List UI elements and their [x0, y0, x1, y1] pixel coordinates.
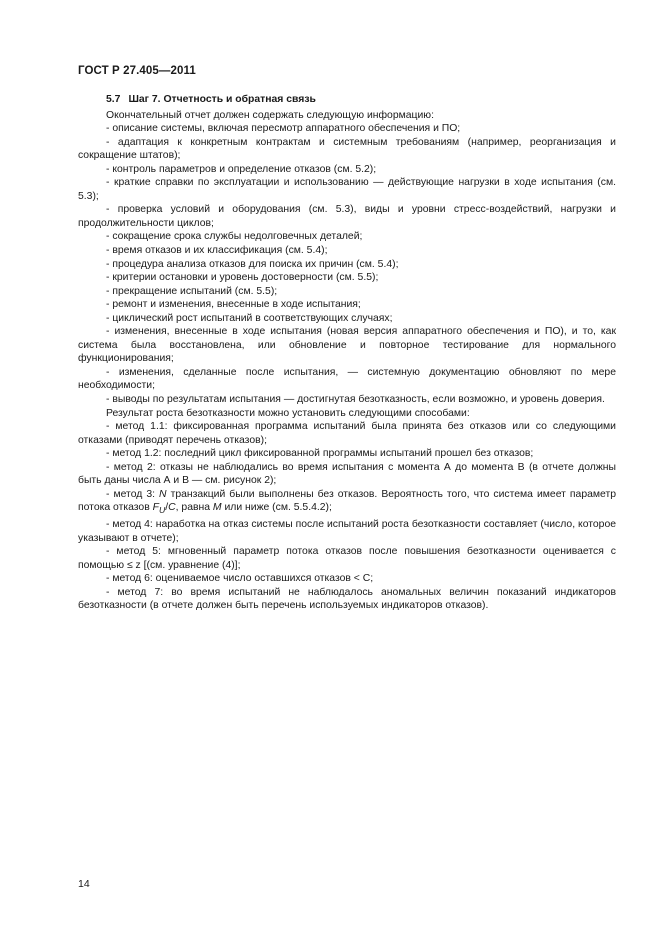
method3-text: транзакций были выполнены без отказов. Вероятность того, что система имеет параметр потока отказов — [78, 488, 616, 514]
section-number: 5.7 — [106, 94, 121, 105]
list-item: - ремонт и изменения, внесенные в ходе испытания; — [106, 299, 361, 311]
method-item: - метод 6: оцениваемое число оставшихся отказов < С; — [106, 573, 374, 585]
method-item: - метод 5: мгновенный параметр потока отказов после повышения безотказности оценивается с помощью ≤ z [(см. уравнение (4)]; — [78, 546, 616, 571]
method3-tail: или ниже (см. 5.5.4.2); — [221, 502, 332, 514]
method3-c-symbol: C — [168, 502, 176, 514]
list-item: - критерии остановки и уровень достоверности (см. 5.5); — [106, 272, 379, 284]
list-item: - контроль параметров и определение отказов (см. 5.2); — [106, 163, 377, 175]
method3-slash: / — [165, 502, 169, 514]
method-item: - метод 4: наработка на отказ системы после испытаний роста безотказности составляет (число, которое указывают в отчете); — [78, 519, 616, 544]
list-item: - прекращение испытаний (см. 5.5); — [106, 285, 278, 297]
list-item: - изменения, внесенные в ходе испытания (новая версия аппаратного обеспечения и ПО), и то, как система была восстановлена, или обновление и повторное тестирование для нормального функционирования; — [78, 326, 616, 365]
list-item: - сокращение срока службы недолговечных деталей; — [106, 231, 363, 243]
document-header: ГОСТ Р 27.405—2011 — [78, 65, 196, 77]
method3-f-symbol: F — [152, 502, 159, 514]
list-item: - краткие справки по эксплуатации и использованию — действующие нагрузки в ходе испытания (см. 5.3); — [78, 177, 616, 202]
list-item: - время отказов и их классификация (см. 5.4); — [106, 245, 328, 257]
list-item: - изменения, сделанные после испытания, — системную документацию обновляют по мере необходимости; — [78, 366, 616, 392]
section-heading — [78, 93, 616, 107]
main-content — [78, 93, 616, 613]
list-item: - выводы по результатам испытания — достигнутая безотказность, если возможно, и уровень доверия. — [106, 394, 605, 406]
list-item: - процедура анализа отказов для поиска их причин (см. 5.4); — [106, 258, 399, 270]
page-number: 14 — [78, 878, 90, 890]
list-item: - адаптация к конкретным контрактам и системным требованиям (например, реорганизация и сокращение штатов); — [78, 136, 616, 162]
section-title: Шаг 7. Отчетность и обратная связь — [128, 94, 316, 105]
method3-f-subscript: U — [158, 505, 166, 516]
method-item: - метод 7: во время испытаний не наблюдалось аномальных величин показаний индикаторов безотказности (в отчете должен быть перечень используемых индикаторов отказов). — [78, 586, 616, 612]
list-item: - описание системы, включая пересмотр аппаратного обеспечения и ПО; — [106, 123, 461, 135]
paragraph: Результат роста безотказности можно установить следующими способами: — [106, 407, 470, 419]
list-item: - циклический рост испытаний в соответствующих случаях; — [106, 312, 393, 324]
method-item: - метод 2: отказы не наблюдались во время испытания с момента А до момента В (в отчете должны быть даны числа А и В — см. рисунок 2); — [78, 461, 616, 487]
list-item: - проверка условий и оборудования (см. 5.3), виды и уровни стресс-воздействий, нагрузки и продолжительности циклов; — [78, 204, 616, 229]
method3-lead: - метод 3: — [106, 488, 160, 500]
paragraph: Окончательный отчет должен содержать следующую информацию: — [106, 109, 434, 121]
method3-n-symbol: N — [159, 488, 167, 500]
method3-text-2: , равна — [175, 502, 213, 514]
method3-m-symbol: M — [212, 502, 222, 514]
method-item: - метод 1.2: последний цикл фиксированной программы испытаний прошел без отказов; — [106, 448, 534, 460]
method-item-3 — [78, 488, 616, 518]
method-item: - метод 1.1: фиксированная программа испытаний была принята без отказов или со следующими отказами (приводят перечень отказов); — [78, 421, 616, 446]
